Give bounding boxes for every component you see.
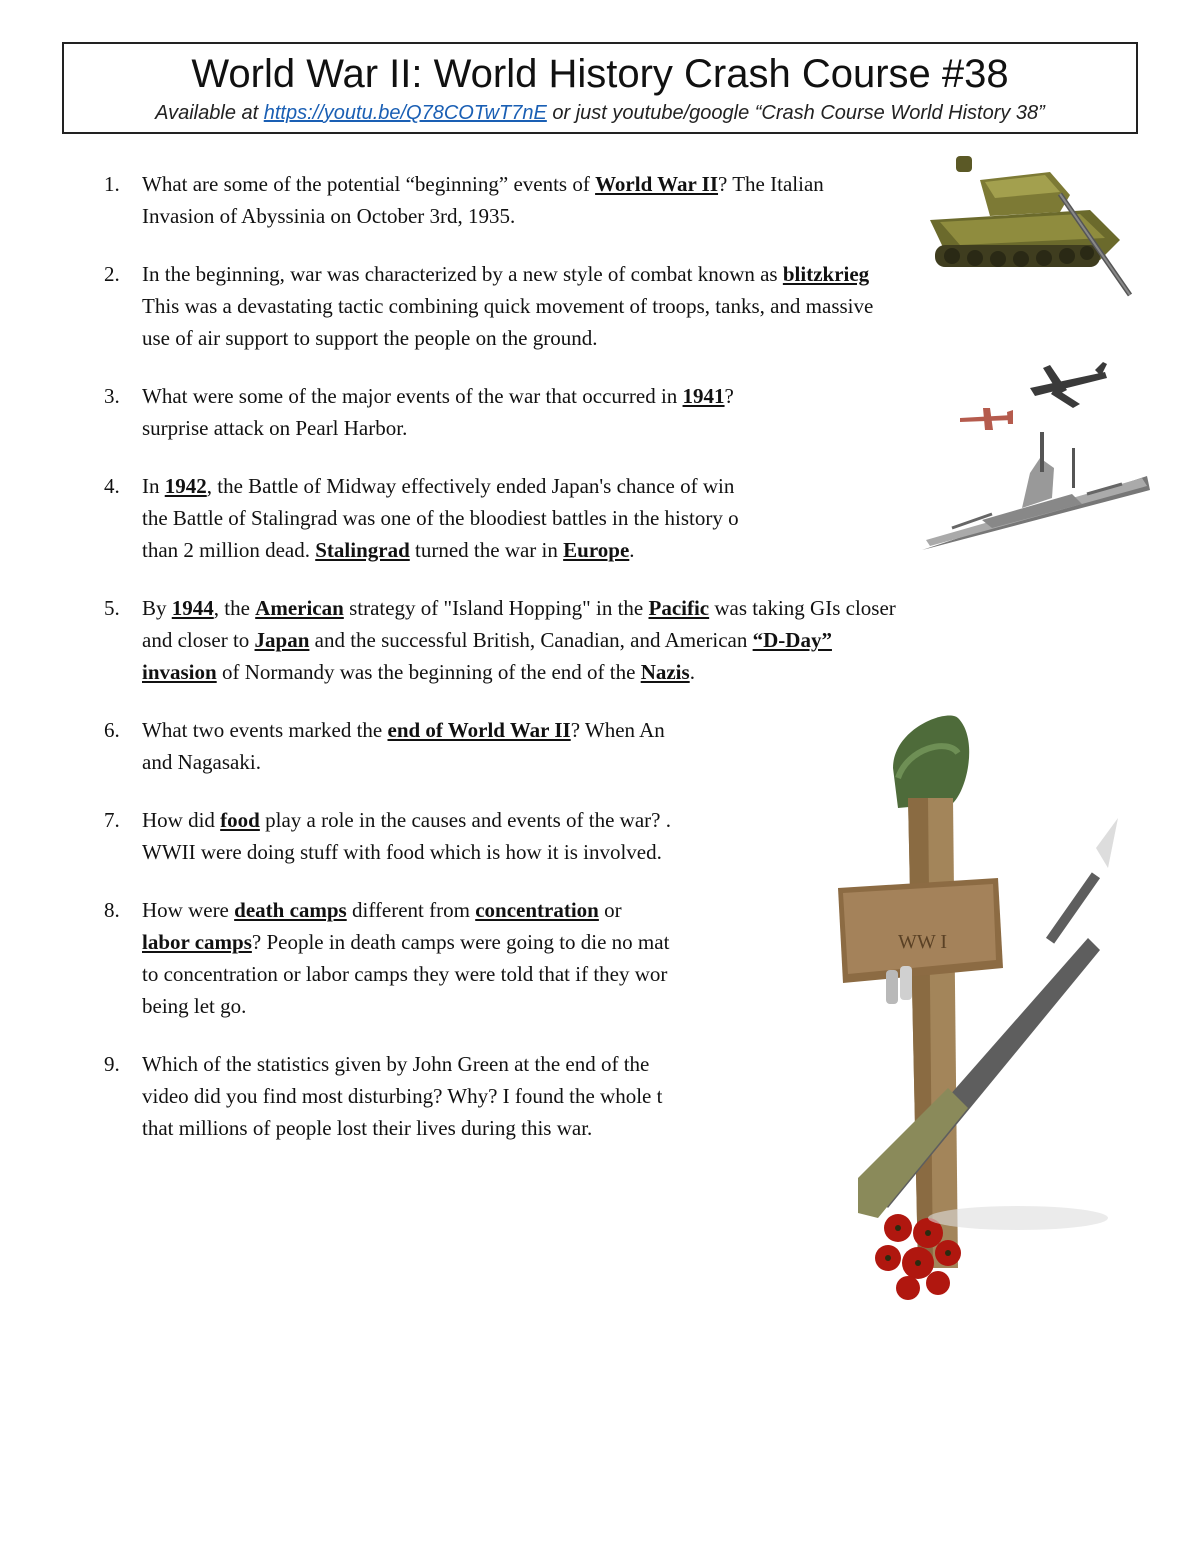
memorial-sign-text: WW I — [898, 931, 948, 953]
question-line — [142, 656, 695, 688]
question-number: 5. — [104, 596, 120, 620]
key-term: World War II — [595, 172, 719, 196]
key-term: end of World War II — [387, 718, 571, 742]
subtitle-prefix: Available at — [155, 102, 264, 124]
question-text: What are some of the potential “beginning” events of — [142, 172, 596, 196]
question-number: 4. — [104, 474, 120, 498]
video-link[interactable]: https://youtu.be/Q78COTwT7nE — [263, 102, 547, 124]
question-line — [142, 322, 598, 354]
key-term: concentration — [475, 898, 599, 922]
question-text: the Battle of Stalingrad was one of the bloodiest battles in the history o — [142, 506, 739, 530]
soldier-memorial-icon — [838, 708, 1130, 1308]
question-text: . — [689, 660, 695, 684]
question-text: ? — [724, 384, 734, 408]
question-text: How did — [142, 808, 221, 832]
question-line — [142, 624, 832, 656]
key-term: Stalingrad — [315, 538, 410, 562]
question-line — [142, 412, 407, 444]
question-text: This was a devastating tactic combining quick movement of troops, tanks, and massive — [142, 294, 874, 318]
key-term: labor camps — [142, 930, 252, 954]
key-term: 1944 — [171, 596, 214, 620]
question-line — [142, 168, 824, 200]
battleship-icon — [922, 428, 1152, 553]
key-term: Nazis — [640, 660, 690, 684]
subtitle-suffix: or just youtube/google “Crash Course World History 38” — [546, 102, 1045, 124]
question-text: In — [142, 474, 165, 498]
question-text: than 2 million dead. — [142, 538, 316, 562]
question-number: 8. — [104, 898, 120, 922]
question-line — [142, 836, 662, 868]
question-number: 3. — [104, 384, 120, 408]
question-text: ? When An — [570, 718, 665, 742]
page-subtitle — [64, 100, 1136, 126]
question-number: 9. — [104, 1052, 120, 1076]
question-text: and closer to — [142, 628, 255, 652]
key-term: Pacific — [648, 596, 710, 620]
question-line — [142, 804, 671, 836]
question-line — [142, 958, 667, 990]
question-text: What two events marked the — [142, 718, 388, 742]
question-text: play a role in the causes and events of the war? . — [259, 808, 671, 832]
question-text: different from — [346, 898, 476, 922]
key-term: blitzkrieg — [782, 262, 870, 286]
question-text: Which of the statistics given by John Green at the end of the — [142, 1052, 650, 1076]
question-text: Invasion of Abyssinia on October 3rd, 1935. — [142, 204, 516, 228]
question-text: WWII were doing stuff with food which is how it is involved. — [142, 840, 662, 864]
question-line — [142, 592, 896, 624]
question-line — [142, 380, 734, 412]
key-term: 1941 — [682, 384, 725, 408]
question-line — [142, 894, 622, 926]
question-line — [142, 1048, 649, 1080]
question-text: to concentration or labor camps they were told that if they wor — [142, 962, 668, 986]
question-number: 1. — [104, 172, 120, 196]
question-line — [142, 714, 665, 746]
question-text: In the beginning, war was characterized by a new style of combat known as — [142, 262, 783, 286]
question-text: and the successful British, Canadian, and American — [309, 628, 753, 652]
question-line — [142, 1112, 592, 1144]
question-text: video did you find most disturbing? Why? I found the whole t — [142, 1084, 663, 1108]
question-text: ? The Italian — [718, 172, 824, 196]
question-text: or — [598, 898, 622, 922]
question-line — [142, 258, 869, 290]
question-text: was taking GIs closer — [709, 596, 896, 620]
key-term: American — [255, 596, 344, 620]
question-line — [142, 470, 734, 502]
question-line — [142, 502, 739, 534]
question-line — [142, 534, 635, 566]
question-text: and Nagasaki. — [142, 750, 261, 774]
header-box — [62, 42, 1138, 134]
question-text: being let go. — [142, 994, 247, 1018]
question-line — [142, 290, 873, 322]
question-text: What were some of the major events of the war that occurred in — [142, 384, 683, 408]
question-text: . — [629, 538, 635, 562]
key-term: death camps — [234, 898, 347, 922]
key-term: invasion — [142, 660, 217, 684]
question-text: ? People in death camps were going to die no mat — [251, 930, 670, 954]
key-term: Europe — [563, 538, 630, 562]
question-line — [142, 746, 261, 778]
question-line — [142, 1080, 662, 1112]
key-term: food — [220, 808, 260, 832]
page-title: World War II: World History Crash Course #38 — [191, 52, 1009, 96]
question-line — [142, 200, 515, 232]
question-text: turned the war in — [409, 538, 564, 562]
question-line — [142, 926, 669, 958]
question-line — [142, 990, 246, 1022]
key-term: Japan — [254, 628, 310, 652]
question-text: that millions of people lost their lives during this war. — [142, 1116, 593, 1140]
key-term: 1942 — [164, 474, 207, 498]
question-text: How were — [142, 898, 235, 922]
key-term: “D-Day” — [752, 628, 832, 652]
question-text: , the — [213, 596, 256, 620]
question-text: of Normandy was the beginning of the end of the — [216, 660, 641, 684]
question-text: strategy of "Island Hopping" in the — [343, 596, 649, 620]
question-text: By — [142, 596, 172, 620]
question-number: 2. — [104, 262, 120, 286]
question-number: 7. — [104, 808, 120, 832]
tank-icon — [920, 150, 1160, 300]
question-text: , the Battle of Midway effectively ended Japan's chance of win — [206, 474, 735, 498]
question-text: surprise attack on Pearl Harbor. — [142, 416, 408, 440]
question-text: use of air support to support the people on the ground. — [142, 326, 598, 350]
question-number: 6. — [104, 718, 120, 742]
